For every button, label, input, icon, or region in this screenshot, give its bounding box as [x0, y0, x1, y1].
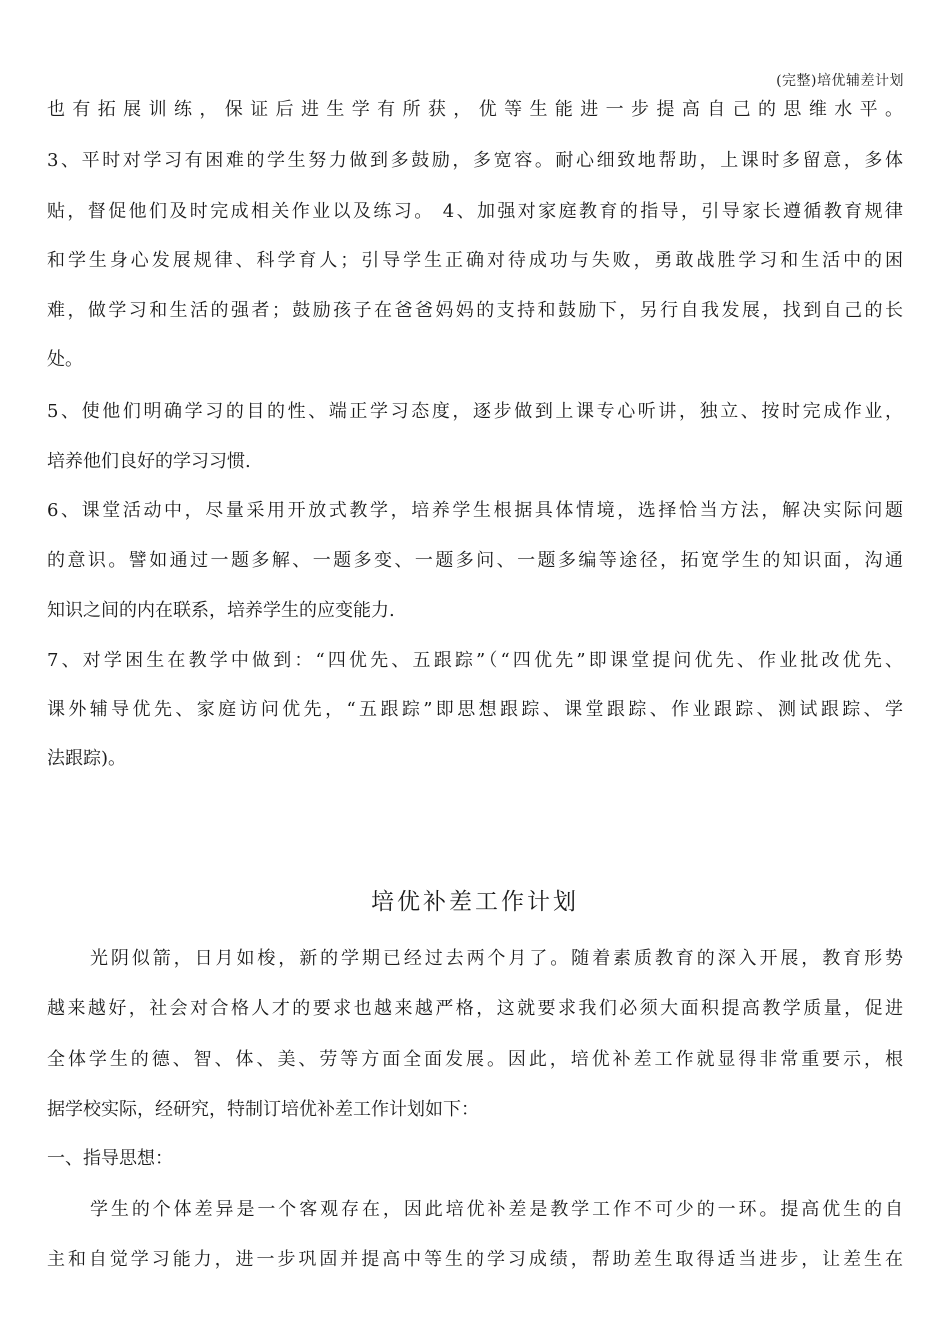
paragraph-line: 难，做学习和生活的强者；鼓励孩子在爸爸妈妈的支持和鼓励下，另行自我发展，找到自己的长	[47, 300, 903, 321]
paragraph-line: 据学校实际，经研究，特制订培优补差工作计划如下：	[47, 1099, 479, 1120]
paragraph-line: 主和自觉学习能力，进一步巩固并提高中等生的学习成绩，帮助差生取得适当进步，让差生在	[47, 1249, 903, 1270]
subheading: 一、指导思想：	[47, 1148, 173, 1169]
paragraph-line: 7、对学困生在教学中做到：“四优先、五跟踪”（“四优先”即课堂提问优先、作业批改优先、	[47, 650, 903, 671]
paragraph-line: 培养他们良好的学习习惯.	[47, 451, 251, 472]
paragraph-line: 知识之间的内在联系，培养学生的应变能力.	[47, 600, 395, 621]
paragraph-line: 6、课堂活动中，尽量采用开放式教学，培养学生根据具体情境，选择恰当方法，解决实际问题	[47, 500, 903, 521]
paragraph-line: 课外辅导优先、家庭访问优先，“五跟踪”即思想跟踪、课堂跟踪、作业跟踪、测试跟踪、学	[47, 699, 903, 720]
paragraph-line: 也有拓展训练，保证后进生学有所获，优等生能进一步提高自己的思维水平。	[47, 99, 903, 120]
paragraph-line: 学生的个体差异是一个客观存在，因此培优补差是教学工作不可少的一环。提高优生的自	[90, 1199, 903, 1220]
paragraph-line: 法跟踪)。	[47, 748, 127, 769]
running-header: (完整)培优辅差计划	[776, 73, 904, 89]
paragraph-line: 和学生身心发展规律、科学育人；引导学生正确对待成功与失败，勇敢战胜学习和生活中的困	[47, 250, 903, 271]
section-title: 培优补差工作计划	[371, 889, 579, 915]
paragraph-line: 越来越好，社会对合格人才的要求也越来越严格，这就要求我们必须大面积提高教学质量，促进	[47, 998, 903, 1019]
paragraph-line: 处。	[47, 349, 83, 370]
paragraph-line: 全体学生的德、智、体、美、劳等方面全面发展。因此，培优补差工作就显得非常重要示，根	[47, 1049, 903, 1070]
paragraph-line: 贴，督促他们及时完成相关作业以及练习。 4、加强对家庭教育的指导，引导家长遵循教育规律	[47, 201, 903, 222]
paragraph-line: 5、使他们明确学习的目的性、端正学习态度，逐步做到上课专心听讲，独立、按时完成作业，	[47, 401, 903, 422]
paragraph-line: 光阴似箭，日月如梭，新的学期已经过去两个月了。随着素质教育的深入开展，教育形势	[90, 948, 903, 969]
paragraph-line: 3、平时对学习有困难的学生努力做到多鼓励，多宽容。耐心细致地帮助，上课时多留意，多体	[47, 150, 903, 171]
paragraph-line: 的意识。譬如通过一题多解、一题多变、一题多问、一题多编等途径，拓宽学生的知识面，沟通	[47, 550, 903, 571]
